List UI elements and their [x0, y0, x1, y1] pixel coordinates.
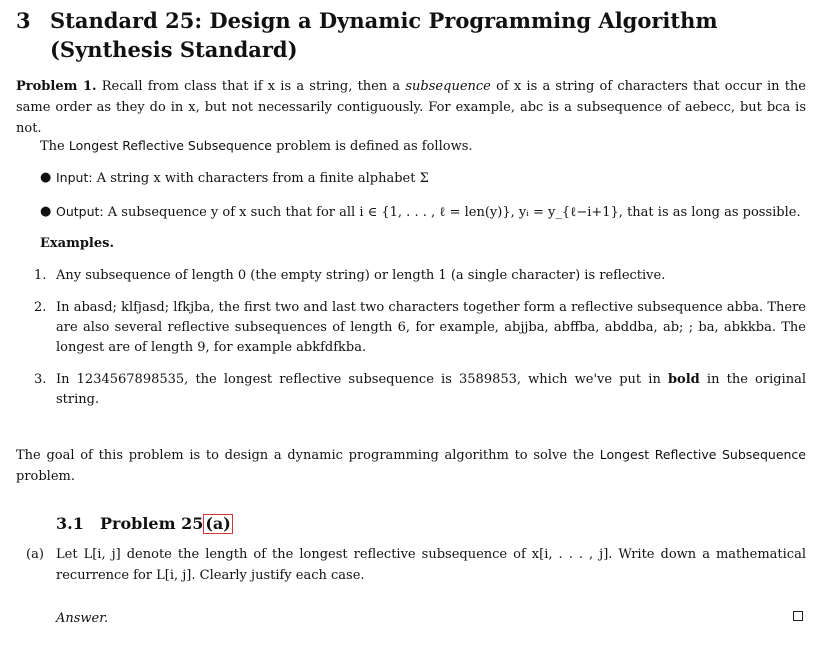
goal-pre: The goal of this problem is to design a dynamic programming algorithm to solve the [16, 448, 595, 463]
input-bullet [40, 167, 810, 189]
subsequence-term: subsequence [405, 79, 491, 94]
output-label: Output: [56, 204, 104, 219]
bullet-icon: ● [40, 170, 52, 185]
problem-label: Problem 1. [16, 79, 97, 94]
problem-definition [40, 135, 806, 157]
definition-pre: The [40, 139, 65, 154]
example-text-pre: In 1234567898535, the longest reflective subsequence is 3589853, which we've put in [56, 372, 661, 387]
problem-name: Longest Reflective Subsequence [68, 138, 272, 153]
problem-intro-pre: Recall from class that if x is a string, then a [101, 79, 401, 94]
example-text-post: in the original string. [56, 372, 806, 407]
section-heading [16, 6, 806, 64]
example-text: In abasd; klfjasd; lfkjba, the first two and last two characters together form a reflective subsequence abba. There are also several reflective subsequences of length 6, for example, abjjba, abffba, abddba, ab; ; ba, abkkba. The longest are of length 9, for example abkfdfkba. [56, 300, 806, 355]
input-label: Input: [56, 170, 93, 185]
example-text: Any subsequence of length 0 (the empty string) or length 1 (a single character) is reflective. [56, 268, 666, 283]
bullet-icon: ● [40, 204, 52, 219]
example-item [34, 370, 806, 410]
example-number: 2. [34, 300, 47, 315]
examples-heading: Examples. [40, 236, 114, 251]
example-text [56, 370, 806, 410]
goal-post: problem. [16, 469, 75, 484]
io-bullet-list [40, 167, 810, 235]
subsection-heading [56, 512, 233, 536]
output-text: A subsequence y of x such that for all i ∈ {1, . . . , ℓ = len(y)}, yᵢ = y_{ℓ−i+1}, that is as long as possible. [107, 205, 801, 220]
problem-intro-post: of x is a string of characters that occur in the same order as they do in x, but not necessarily contiguously. For example, abc is a subsequence of aebecc, but bca is not. [16, 79, 806, 136]
problem-intro [16, 76, 806, 139]
example-number: 3. [34, 372, 47, 387]
highlight-box: (a) [205, 514, 231, 533]
qed-square-icon [793, 611, 803, 621]
section-number: 3 [16, 8, 31, 33]
examples-list [34, 266, 806, 422]
input-text: A string x with characters from a finite alphabet Σ [96, 171, 429, 186]
example-text-bold: bold [667, 372, 700, 387]
part-a-text: Let L[i, j] denote the length of the longest reflective subsequence of x[i, . . . , j]. Write down a mathematical recurrence for L[i, j]. Clearly justify each case. [56, 547, 806, 583]
answer-label: Answer. [56, 611, 109, 626]
subsection-number: 3.1 [56, 514, 84, 533]
part-a-label: (a) [26, 547, 44, 562]
goal-problem-name: Longest Reflective Subsequence [599, 447, 806, 462]
example-number: 1. [34, 268, 47, 283]
example-item [34, 266, 806, 286]
section-title: Standard 25: Design a Dynamic Programming Algorithm (Synthesis Standard) [50, 8, 718, 62]
goal-paragraph [16, 444, 806, 487]
example-item [34, 298, 806, 358]
definition-post: problem is defined as follows. [276, 139, 473, 154]
subsection-title: Problem 25 [100, 514, 204, 533]
part-a-question [26, 544, 806, 586]
output-bullet [40, 201, 810, 223]
